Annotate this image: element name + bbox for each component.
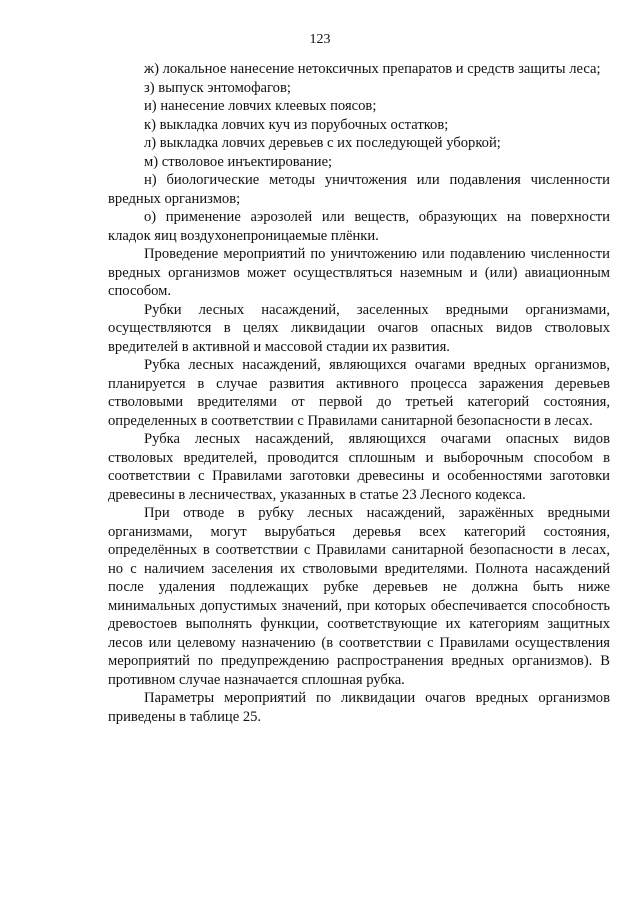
list-item-zh: ж) локальное нанесение нетоксичных препаратов и средств защиты леса; [144,61,601,77]
list-item-n: н) биологические методы уничтожения или подавления численности вредных организмов; [108,172,610,207]
list-item-z: з) выпуск энтомофагов; [144,79,291,96]
page-number: 123 [309,32,331,47]
paragraph-methods: Проведение мероприятий по уничтожению или подавлению численности вредных организмов может осуществляться наземным и (или) авиационным способом. [108,246,610,299]
paragraph-felling-planning: Рубка лесных насаждений, являющихся очагами вредных организмов, планируется в случае развития активного процесса заражения деревьев стволовыми вредителями от первой до третьей категорий состояния, определенных в соответствии с Правилами санитарной безопасности в лесах. [108,357,610,429]
paragraph-table-reference: Параметры мероприятий по ликвидации очагов вредных организмов приведены в таблице 25. [108,690,610,725]
paragraph-felling-purpose: Рубки лесных насаждений, заселенных вредными организмами, осуществляются в целях ликвидации очагов опасных видов стволовых вредителей в активной и массовой стадии их развития. [108,301,610,355]
document-body [108,60,610,726]
list-item-l: л) выкладка ловчих деревьев с их последующей уборкой; [144,135,501,151]
list-item-m: м) стволовое инъектирование; [144,153,333,170]
list-item-k: к) выкладка ловчих куч из порубочных остатков; [144,116,449,133]
paragraph-felling-allotment: При отводе в рубку лесных насаждений, заражённых вредными организмами, могут вырубаться деревья всех категорий состояния, определённых в соответствии с Правилами санитарной безопасности в лесах, но с наличием заселения их стволовыми вредителями. Полнота насаждений после удаления подлежащих рубке деревьев не должна быть ниже минимальных допустимых значений, при которых обеспечивается способность древостоев выполнять функции, соответствующие их категориям защитных лесов или целевому назначению (в соответствии с Правилами осуществления мероприятий по предупреждению распространения вредных организмов). В противном случае назначается сплошная рубка. [108,505,610,688]
paragraph-felling-method: Рубка лесных насаждений, являющихся очагами опасных видов стволовых вредителей, проводится сплошным и выборочным способом в соответствии с Правилами заготовки древесины и особенностями заготовки древесины в лесничествах, указанных в статье 23 Лесного кодекса. [108,431,610,503]
list-item-i: и) нанесение ловчих клеевых поясов; [144,98,377,114]
list-item-o: о) применение аэрозолей или веществ, образующих на поверхности кладок яиц воздухонепроницаемые плёнки. [108,209,610,244]
